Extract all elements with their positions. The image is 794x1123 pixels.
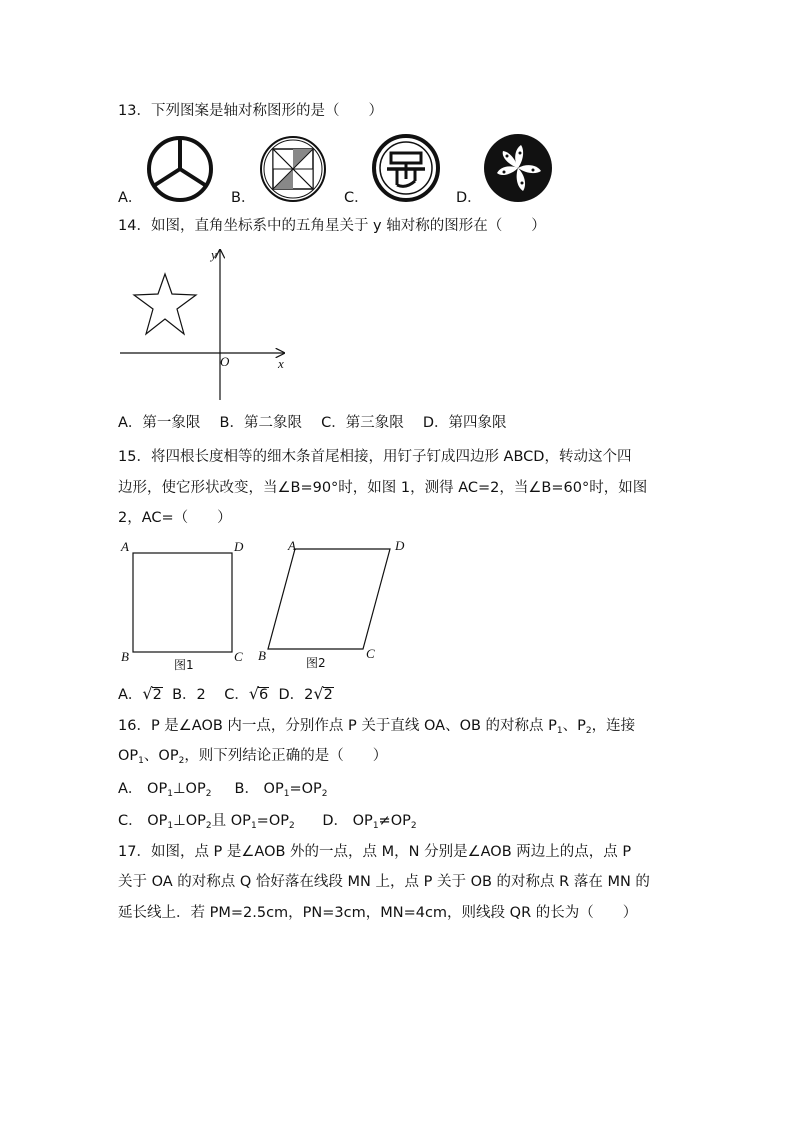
q15-figure-2	[260, 540, 420, 660]
q13-stem: 13．下列图案是轴对称图形的是（ ）	[118, 103, 383, 119]
q15-option-b-label: B．	[172, 687, 197, 703]
five-point-star	[134, 274, 196, 334]
q14-stem: 14．如图，直角坐标系中的五角星关于 y 轴对称的图形在（ ）	[118, 218, 546, 234]
q15-line-2: 边形，使它形状改变，当∠B=90°时，如图 1，测得 AC=2，当∠B=60°时，如图	[118, 480, 648, 496]
q15-line-1: 15．将四根长度相等的细木条首尾相接，用钉子钉成四边形 ABCD，转动这个四	[118, 449, 632, 465]
q15-options: A．√2 B．2 C．√6 D．2√2	[118, 684, 333, 703]
q15-option-d-value: 2	[323, 687, 333, 703]
fig1-caption: 图1	[174, 658, 194, 672]
pinwheel-logo-icon	[259, 135, 327, 203]
q16-option-c: C． $OP_1\perp OP_2$且 $OP_1=OP_2$	[118, 813, 295, 831]
q15-option-d-coef: 2	[304, 687, 314, 703]
q16-line-1: 16．P 是∠AOB 内一点，分别作点 P 关于直线 OA、OB 的对称点 $P_1$、$P_2$，连接	[118, 718, 636, 736]
fig1-a-label: A	[121, 539, 129, 554]
q15-option-c-value: 6	[259, 687, 269, 703]
q16-options-row-2	[118, 811, 417, 836]
x-axis-label: x	[278, 356, 284, 371]
fig1-c-label: C	[234, 649, 243, 664]
q16-option-b: B． $OP_1=OP_2$	[234, 781, 328, 799]
origin-label: O	[220, 354, 230, 369]
q13-option-b-label: B．	[231, 190, 256, 206]
q15-option-c-label: C．	[224, 687, 249, 703]
fig1-b-label: B	[121, 649, 129, 664]
q15-figure-1	[118, 540, 258, 660]
q15-option-a-label: A．	[118, 687, 143, 703]
q17-line-3: 延长线上．若 PM=2.5cm，PN=3cm，MN=4cm，则线段 QR 的长为（ ）	[118, 905, 638, 921]
q13-option-d-label: D．	[456, 190, 482, 206]
fig2-a-label: A	[288, 538, 296, 553]
three-point-star-logo-icon	[146, 135, 214, 203]
bauhinia-logo-icon	[483, 133, 553, 203]
q15-option-d-label: D．	[278, 687, 305, 703]
y-axis-label: y	[211, 247, 217, 262]
q16-option-a: A． $OP_1\perp OP_2$	[118, 781, 212, 799]
q17-line-2: 关于 OA 的对称点 Q 恰好落在线段 MN 上，点 P 关于 OB 的对称点 R 落在 MN 的	[118, 874, 650, 890]
q16-line-2: $OP_1$、$OP_2$，则下列结论正确的是（ ）	[118, 748, 388, 766]
q15-line-3: 2，AC=（ ）	[118, 510, 232, 526]
chinese-seal-logo-icon	[371, 133, 441, 203]
fig1-d-label: D	[234, 539, 244, 554]
fig2-b-label: B	[258, 648, 266, 663]
q16-options-row-1	[118, 779, 328, 804]
fig2-d-label: D	[395, 538, 405, 553]
q13-option-c-label: C．	[344, 190, 369, 206]
q13-option-a-label: A．	[118, 190, 143, 206]
q16-option-d: D． $OP_1\ne OP_2$	[322, 813, 417, 831]
q15-option-a-value: 2	[152, 687, 162, 703]
q14-options: A．第一象限 B．第二象限 C．第三象限 D．第四象限	[118, 415, 507, 431]
q17-line-1: 17．如图，点 P 是∠AOB 外的一点，点 M，N 分别是∠AOB 两边上的点，点 P	[118, 844, 632, 860]
fig2-caption: 图2	[306, 656, 326, 670]
q15-option-b-value: 2	[196, 687, 206, 703]
q14-coordinate-figure	[118, 244, 298, 404]
fig2-c-label: C	[366, 646, 375, 661]
